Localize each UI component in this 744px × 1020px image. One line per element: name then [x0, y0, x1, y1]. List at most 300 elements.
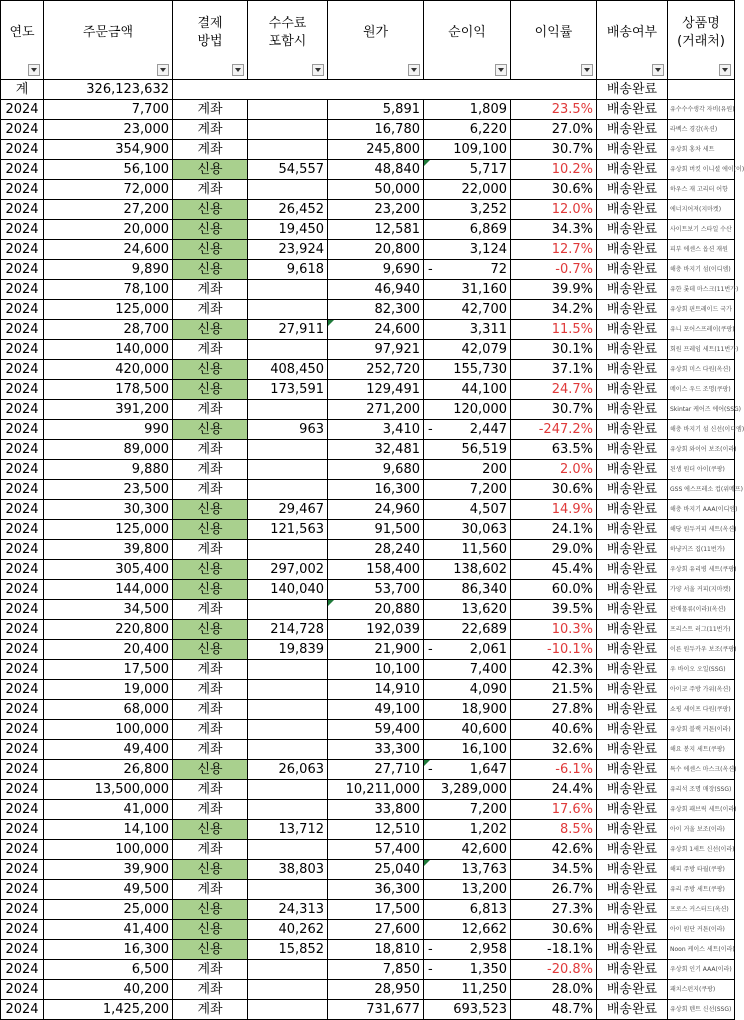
order-amount-cell[interactable]: 89,000: [44, 440, 173, 460]
order-amount-cell[interactable]: 26,800: [44, 760, 173, 780]
fee-included-cell[interactable]: [248, 840, 328, 860]
profit-rate-cell[interactable]: 10.3%: [511, 620, 597, 640]
year-cell[interactable]: 2024: [1, 900, 44, 920]
year-cell[interactable]: 2024: [1, 120, 44, 140]
net-profit-cell[interactable]: [424, 220, 511, 240]
net-profit-cell[interactable]: [424, 700, 511, 720]
year-cell[interactable]: 2024: [1, 980, 44, 1000]
year-cell[interactable]: 2024: [1, 280, 44, 300]
cost-cell[interactable]: 82,300: [328, 300, 424, 320]
net-profit-cell[interactable]: [424, 580, 511, 600]
net-profit-cell[interactable]: [424, 160, 511, 180]
cost-cell[interactable]: 36,300: [328, 880, 424, 900]
payment-method-cell[interactable]: 신용: [173, 200, 248, 220]
delivery-status-cell[interactable]: 배송완료: [597, 760, 668, 780]
order-amount-cell[interactable]: 100,000: [44, 840, 173, 860]
year-cell[interactable]: 2024: [1, 840, 44, 860]
net-profit-cell[interactable]: [424, 800, 511, 820]
profit-rate-cell[interactable]: 23.5%: [511, 100, 597, 120]
order-amount-cell[interactable]: 39,800: [44, 540, 173, 560]
delivery-status-cell[interactable]: 배송완료: [597, 260, 668, 280]
filter-dropdown-icon[interactable]: [581, 64, 593, 76]
payment-method-cell[interactable]: 계좌: [173, 300, 248, 320]
year-cell[interactable]: 2024: [1, 220, 44, 240]
profit-rate-cell[interactable]: 26.7%: [511, 880, 597, 900]
product-name-cell[interactable]: 유리석 조명 매장(SSG): [668, 780, 735, 800]
cost-cell[interactable]: 27,710: [328, 760, 424, 780]
product-name-cell[interactable]: 아이코 주방 가위(옥션): [668, 680, 735, 700]
payment-method-cell[interactable]: 계좌: [173, 460, 248, 480]
payment-method-cell[interactable]: 신용: [173, 820, 248, 840]
year-cell[interactable]: 2024: [1, 1000, 44, 1020]
cost-cell[interactable]: 12,581: [328, 220, 424, 240]
delivery-status-cell[interactable]: 배송완료: [597, 420, 668, 440]
profit-rate-cell[interactable]: -6.1%: [511, 760, 597, 780]
profit-rate-cell[interactable]: 63.5%: [511, 440, 597, 460]
product-name-cell[interactable]: 유상회 텐트 신선(SSG): [668, 1000, 735, 1020]
delivery-status-cell[interactable]: 배송완료: [597, 680, 668, 700]
payment-method-cell[interactable]: 신용: [173, 900, 248, 920]
fee-included-cell[interactable]: 23,924: [248, 240, 328, 260]
payment-method-cell[interactable]: 계좌: [173, 780, 248, 800]
product-name-cell[interactable]: 가양 서울 커피(지마켓): [668, 580, 735, 600]
product-name-cell[interactable]: Skintar 케어즈 에어(SSG): [668, 400, 735, 420]
fee-included-cell[interactable]: [248, 180, 328, 200]
net-profit-cell[interactable]: [424, 840, 511, 860]
empty-cell[interactable]: [511, 80, 597, 100]
net-profit-cell[interactable]: [424, 180, 511, 200]
product-name-cell[interactable]: 유상회 와이어 보조(이라): [668, 440, 735, 460]
empty-cell[interactable]: [668, 80, 735, 100]
order-amount-cell[interactable]: 1,425,200: [44, 1000, 173, 1020]
order-amount-cell[interactable]: 16,300: [44, 940, 173, 960]
net-profit-cell[interactable]: [424, 780, 511, 800]
fee-included-cell[interactable]: [248, 140, 328, 160]
year-cell[interactable]: 2024: [1, 800, 44, 820]
payment-method-cell[interactable]: 계좌: [173, 440, 248, 460]
cost-cell[interactable]: 271,200: [328, 400, 424, 420]
profit-rate-cell[interactable]: 40.6%: [511, 720, 597, 740]
delivery-status-cell[interactable]: 배송완료: [597, 480, 668, 500]
cost-cell[interactable]: 10,100: [328, 660, 424, 680]
product-name-cell[interactable]: 이른 원두카우 보조(쿠팡): [668, 640, 735, 660]
year-cell[interactable]: 2024: [1, 180, 44, 200]
profit-rate-cell[interactable]: 21.5%: [511, 680, 597, 700]
cost-cell[interactable]: 9,690: [328, 260, 424, 280]
fee-included-cell[interactable]: [248, 780, 328, 800]
cost-cell[interactable]: 27,600: [328, 920, 424, 940]
profit-rate-cell[interactable]: 42.3%: [511, 660, 597, 680]
delivery-status-cell[interactable]: 배송완료: [597, 960, 668, 980]
total-label[interactable]: 계: [1, 80, 44, 100]
order-amount-cell[interactable]: 178,500: [44, 380, 173, 400]
net-profit-cell[interactable]: [424, 880, 511, 900]
cost-cell[interactable]: 91,500: [328, 520, 424, 540]
year-cell[interactable]: 2024: [1, 380, 44, 400]
cost-cell[interactable]: 14,910: [328, 680, 424, 700]
net-profit-cell[interactable]: [424, 300, 511, 320]
profit-rate-cell[interactable]: 45.4%: [511, 560, 597, 580]
net-profit-cell[interactable]: [424, 540, 511, 560]
cost-cell[interactable]: 32,481: [328, 440, 424, 460]
order-amount-cell[interactable]: 9,890: [44, 260, 173, 280]
order-amount-cell[interactable]: 6,500: [44, 960, 173, 980]
order-amount-cell[interactable]: 20,400: [44, 640, 173, 660]
year-cell[interactable]: 2024: [1, 260, 44, 280]
profit-rate-cell[interactable]: 11.5%: [511, 320, 597, 340]
fee-included-cell[interactable]: 19,450: [248, 220, 328, 240]
product-name-cell[interactable]: 유상회 미스 다원(옥션): [668, 360, 735, 380]
fee-included-cell[interactable]: [248, 960, 328, 980]
payment-method-cell[interactable]: 신용: [173, 500, 248, 520]
payment-method-cell[interactable]: 신용: [173, 360, 248, 380]
filter-dropdown-icon[interactable]: [408, 64, 420, 76]
net-profit-cell[interactable]: [424, 360, 511, 380]
product-name-cell[interactable]: 회원 프레임 세트(11번가): [668, 340, 735, 360]
filter-dropdown-icon[interactable]: [232, 64, 244, 76]
cost-cell[interactable]: 24,600: [328, 320, 424, 340]
cost-cell[interactable]: 7,850: [328, 960, 424, 980]
cost-cell[interactable]: 18,810: [328, 940, 424, 960]
payment-method-cell[interactable]: 신용: [173, 560, 248, 580]
delivery-status-cell[interactable]: 배송완료: [597, 140, 668, 160]
profit-rate-cell[interactable]: 30.1%: [511, 340, 597, 360]
delivery-status-cell[interactable]: 배송완료: [597, 780, 668, 800]
year-cell[interactable]: 2024: [1, 660, 44, 680]
payment-method-cell[interactable]: 계좌: [173, 100, 248, 120]
cost-cell[interactable]: 12,510: [328, 820, 424, 840]
net-profit-cell[interactable]: [424, 320, 511, 340]
fee-included-cell[interactable]: [248, 100, 328, 120]
cost-cell[interactable]: 24,960: [328, 500, 424, 520]
profit-rate-cell[interactable]: 34.3%: [511, 220, 597, 240]
profit-rate-cell[interactable]: 32.6%: [511, 740, 597, 760]
year-cell[interactable]: 2024: [1, 140, 44, 160]
profit-rate-cell[interactable]: 27.8%: [511, 700, 597, 720]
profit-rate-cell[interactable]: 48.7%: [511, 1000, 597, 1020]
delivery-status-cell[interactable]: 배송완료: [597, 220, 668, 240]
fee-included-cell[interactable]: 408,450: [248, 360, 328, 380]
cost-cell[interactable]: 57,400: [328, 840, 424, 860]
year-cell[interactable]: 2024: [1, 500, 44, 520]
filter-dropdown-icon[interactable]: [719, 64, 731, 76]
payment-method-cell[interactable]: 신용: [173, 420, 248, 440]
cost-cell[interactable]: 49,100: [328, 700, 424, 720]
filter-dropdown-icon[interactable]: [312, 64, 324, 76]
net-profit-cell[interactable]: [424, 260, 511, 280]
fee-included-cell[interactable]: [248, 340, 328, 360]
payment-method-cell[interactable]: 계좌: [173, 480, 248, 500]
cost-cell[interactable]: 53,700: [328, 580, 424, 600]
profit-rate-cell[interactable]: 42.6%: [511, 840, 597, 860]
order-amount-cell[interactable]: 140,000: [44, 340, 173, 360]
product-name-cell[interactable]: 프로스 커스터드(옥션): [668, 900, 735, 920]
cost-cell[interactable]: 59,400: [328, 720, 424, 740]
fee-included-cell[interactable]: [248, 460, 328, 480]
profit-rate-cell[interactable]: 39.5%: [511, 600, 597, 620]
product-name-cell[interactable]: 유니 포어스프레이(쿠팡): [668, 320, 735, 340]
product-name-cell[interactable]: 프리스트 러그(11번가): [668, 620, 735, 640]
cost-cell[interactable]: 245,800: [328, 140, 424, 160]
delivery-status-cell[interactable]: 배송완료: [597, 820, 668, 840]
profit-rate-cell[interactable]: 24.4%: [511, 780, 597, 800]
profit-rate-cell[interactable]: 10.2%: [511, 160, 597, 180]
net-profit-cell[interactable]: [424, 420, 511, 440]
profit-rate-cell[interactable]: 34.2%: [511, 300, 597, 320]
year-cell[interactable]: 2024: [1, 360, 44, 380]
filter-dropdown-icon[interactable]: [652, 64, 664, 76]
net-profit-cell[interactable]: [424, 900, 511, 920]
year-cell[interactable]: 2024: [1, 920, 44, 940]
fee-included-cell[interactable]: [248, 600, 328, 620]
cost-cell[interactable]: 3,410: [328, 420, 424, 440]
delivery-status-cell[interactable]: 배송완료: [597, 320, 668, 340]
year-cell[interactable]: 2024: [1, 340, 44, 360]
cost-cell[interactable]: 16,780: [328, 120, 424, 140]
cost-cell[interactable]: 28,240: [328, 540, 424, 560]
delivery-status-cell[interactable]: 배송완료: [597, 580, 668, 600]
payment-method-cell[interactable]: 계좌: [173, 280, 248, 300]
year-cell[interactable]: 2024: [1, 560, 44, 580]
profit-rate-cell[interactable]: 30.6%: [511, 920, 597, 940]
delivery-status-cell[interactable]: 배송완료: [597, 640, 668, 660]
delivery-status-cell[interactable]: 배송완료: [597, 980, 668, 1000]
delivery-status-cell[interactable]: 배송완료: [597, 100, 668, 120]
payment-method-cell[interactable]: 계좌: [173, 700, 248, 720]
payment-method-cell[interactable]: 계좌: [173, 720, 248, 740]
payment-method-cell[interactable]: 계좌: [173, 740, 248, 760]
payment-method-cell[interactable]: 신용: [173, 620, 248, 640]
fee-included-cell[interactable]: [248, 280, 328, 300]
cost-cell[interactable]: 252,720: [328, 360, 424, 380]
fee-included-cell[interactable]: [248, 300, 328, 320]
net-profit-cell[interactable]: [424, 240, 511, 260]
cost-cell[interactable]: 20,880: [328, 600, 424, 620]
delivery-status-cell[interactable]: 배송완료: [597, 1000, 668, 1020]
net-profit-cell[interactable]: [424, 620, 511, 640]
total-amount[interactable]: 326,123,632: [44, 80, 173, 100]
net-profit-cell[interactable]: [424, 440, 511, 460]
delivery-status-cell[interactable]: 배송완료: [597, 120, 668, 140]
payment-method-cell[interactable]: 계좌: [173, 180, 248, 200]
year-cell[interactable]: 2024: [1, 160, 44, 180]
profit-rate-cell[interactable]: -10.1%: [511, 640, 597, 660]
product-name-cell[interactable]: 유한 롯데 마스크(11번가): [668, 280, 735, 300]
order-amount-cell[interactable]: 25,000: [44, 900, 173, 920]
year-cell[interactable]: 2024: [1, 860, 44, 880]
delivery-status-cell[interactable]: 배송완료: [597, 300, 668, 320]
cost-cell[interactable]: 28,950: [328, 980, 424, 1000]
payment-method-cell[interactable]: 계좌: [173, 1000, 248, 1020]
product-name-cell[interactable]: 하냥커즈 집(11번가): [668, 540, 735, 560]
order-amount-cell[interactable]: 40,200: [44, 980, 173, 1000]
product-name-cell[interactable]: 사이트보기 스타일 수산: [668, 220, 735, 240]
profit-rate-cell[interactable]: 28.0%: [511, 980, 597, 1000]
order-amount-cell[interactable]: 28,700: [44, 320, 173, 340]
delivery-status-cell[interactable]: 배송완료: [597, 340, 668, 360]
delivery-status-cell[interactable]: 배송완료: [597, 200, 668, 220]
net-profit-cell[interactable]: [424, 280, 511, 300]
profit-rate-cell[interactable]: 30.6%: [511, 180, 597, 200]
product-name-cell[interactable]: 라벡스 경감(옥션): [668, 120, 735, 140]
payment-method-cell[interactable]: 계좌: [173, 840, 248, 860]
product-name-cell[interactable]: 우상회 유리병 세트(쿠팡): [668, 560, 735, 580]
order-amount-cell[interactable]: 41,000: [44, 800, 173, 820]
profit-rate-cell[interactable]: 60.0%: [511, 580, 597, 600]
net-profit-cell[interactable]: [424, 500, 511, 520]
profit-rate-cell[interactable]: 24.7%: [511, 380, 597, 400]
year-cell[interactable]: 2024: [1, 540, 44, 560]
cost-cell[interactable]: 731,677: [328, 1000, 424, 1020]
delivery-status-cell[interactable]: 배송완료: [597, 380, 668, 400]
net-profit-cell[interactable]: [424, 640, 511, 660]
order-amount-cell[interactable]: 391,200: [44, 400, 173, 420]
payment-method-cell[interactable]: 신용: [173, 160, 248, 180]
payment-method-cell[interactable]: 계좌: [173, 660, 248, 680]
fee-included-cell[interactable]: [248, 400, 328, 420]
profit-rate-cell[interactable]: 27.3%: [511, 900, 597, 920]
empty-cell[interactable]: [248, 80, 328, 100]
payment-method-cell[interactable]: 계좌: [173, 800, 248, 820]
net-profit-cell[interactable]: [424, 720, 511, 740]
product-name-cell[interactable]: 유상회 1세트 신선(이라): [668, 840, 735, 860]
fee-included-cell[interactable]: [248, 740, 328, 760]
cost-cell[interactable]: 192,039: [328, 620, 424, 640]
delivery-status-cell[interactable]: 배송완료: [597, 460, 668, 480]
net-profit-cell[interactable]: [424, 820, 511, 840]
product-name-cell[interactable]: 판매물류(이라)(옥션): [668, 600, 735, 620]
fee-included-cell[interactable]: 54,557: [248, 160, 328, 180]
fee-included-cell[interactable]: [248, 980, 328, 1000]
fee-included-cell[interactable]: 38,803: [248, 860, 328, 880]
payment-method-cell[interactable]: 신용: [173, 380, 248, 400]
profit-rate-cell[interactable]: -20.8%: [511, 960, 597, 980]
product-name-cell[interactable]: 유상회 홍차 세트: [668, 140, 735, 160]
profit-rate-cell[interactable]: 12.0%: [511, 200, 597, 220]
delivery-status-cell[interactable]: 배송완료: [597, 280, 668, 300]
net-profit-cell[interactable]: [424, 200, 511, 220]
product-name-cell[interactable]: 해충 바지기 AAA(이디엠): [668, 500, 735, 520]
product-name-cell[interactable]: 하우스 재 고리터 어항: [668, 180, 735, 200]
order-amount-cell[interactable]: 78,100: [44, 280, 173, 300]
profit-rate-cell[interactable]: 2.0%: [511, 460, 597, 480]
payment-method-cell[interactable]: 계좌: [173, 340, 248, 360]
payment-method-cell[interactable]: 계좌: [173, 980, 248, 1000]
profit-rate-cell[interactable]: 27.0%: [511, 120, 597, 140]
fee-included-cell[interactable]: 140,040: [248, 580, 328, 600]
net-profit-cell[interactable]: [424, 120, 511, 140]
cost-cell[interactable]: 16,300: [328, 480, 424, 500]
delivery-status-cell[interactable]: 배송완료: [597, 540, 668, 560]
filter-dropdown-icon[interactable]: [157, 64, 169, 76]
net-profit-cell[interactable]: [424, 760, 511, 780]
net-profit-cell[interactable]: [424, 980, 511, 1000]
delivery-status-cell[interactable]: 배송완료: [597, 880, 668, 900]
product-name-cell[interactable]: 해충 바지기 섬(이디엠): [668, 260, 735, 280]
net-profit-cell[interactable]: [424, 340, 511, 360]
net-profit-cell[interactable]: [424, 680, 511, 700]
payment-method-cell[interactable]: 계좌: [173, 140, 248, 160]
fee-included-cell[interactable]: [248, 440, 328, 460]
cost-cell[interactable]: 10,211,000: [328, 780, 424, 800]
payment-method-cell[interactable]: 계좌: [173, 600, 248, 620]
order-amount-cell[interactable]: 125,000: [44, 520, 173, 540]
payment-method-cell[interactable]: 계좌: [173, 400, 248, 420]
delivery-status-cell[interactable]: 배송완료: [597, 360, 668, 380]
net-profit-cell[interactable]: [424, 140, 511, 160]
delivery-status-cell[interactable]: 배송완료: [597, 920, 668, 940]
payment-method-cell[interactable]: 계좌: [173, 880, 248, 900]
profit-rate-cell[interactable]: 34.5%: [511, 860, 597, 880]
payment-method-cell[interactable]: 신용: [173, 580, 248, 600]
profit-rate-cell[interactable]: 17.6%: [511, 800, 597, 820]
payment-method-cell[interactable]: 계좌: [173, 120, 248, 140]
product-name-cell[interactable]: GSS 에스프레소 컵(위메프): [668, 480, 735, 500]
cost-cell[interactable]: 129,491: [328, 380, 424, 400]
net-profit-cell[interactable]: [424, 920, 511, 940]
delivery-status-cell[interactable]: 배송완료: [597, 720, 668, 740]
year-cell[interactable]: 2024: [1, 320, 44, 340]
net-profit-cell[interactable]: [424, 960, 511, 980]
net-profit-cell[interactable]: [424, 460, 511, 480]
profit-rate-cell[interactable]: 37.1%: [511, 360, 597, 380]
net-profit-cell[interactable]: [424, 660, 511, 680]
fee-included-cell[interactable]: 297,002: [248, 560, 328, 580]
delivery-status-cell[interactable]: 배송완료: [597, 620, 668, 640]
product-name-cell[interactable]: Noon 케이스 세트(이라): [668, 940, 735, 960]
order-amount-cell[interactable]: 41,400: [44, 920, 173, 940]
cost-cell[interactable]: 25,040: [328, 860, 424, 880]
order-amount-cell[interactable]: 34,500: [44, 600, 173, 620]
cost-cell[interactable]: 33,800: [328, 800, 424, 820]
year-cell[interactable]: 2024: [1, 100, 44, 120]
empty-cell[interactable]: [173, 80, 248, 100]
profit-rate-cell[interactable]: 8.5%: [511, 820, 597, 840]
order-amount-cell[interactable]: 56,100: [44, 160, 173, 180]
order-amount-cell[interactable]: 19,000: [44, 680, 173, 700]
order-amount-cell[interactable]: 49,400: [44, 740, 173, 760]
product-name-cell[interactable]: 유리 주방 세트(쿠팡): [668, 880, 735, 900]
cost-cell[interactable]: 50,000: [328, 180, 424, 200]
fee-included-cell[interactable]: 963: [248, 420, 328, 440]
net-profit-cell[interactable]: [424, 940, 511, 960]
delivery-status-cell[interactable]: 배송완료: [597, 240, 668, 260]
net-profit-cell[interactable]: [424, 480, 511, 500]
fee-included-cell[interactable]: [248, 480, 328, 500]
product-name-cell[interactable]: 아이 거울 보조(이라): [668, 820, 735, 840]
fee-included-cell[interactable]: 40,262: [248, 920, 328, 940]
profit-rate-cell[interactable]: 29.0%: [511, 540, 597, 560]
net-profit-cell[interactable]: [424, 400, 511, 420]
filter-dropdown-icon[interactable]: [28, 64, 40, 76]
delivery-status-cell[interactable]: 배송완료: [597, 560, 668, 580]
order-amount-cell[interactable]: 144,000: [44, 580, 173, 600]
net-profit-cell[interactable]: [424, 520, 511, 540]
payment-method-cell[interactable]: 신용: [173, 520, 248, 540]
year-cell[interactable]: 2024: [1, 580, 44, 600]
payment-method-cell[interactable]: 계좌: [173, 960, 248, 980]
fee-included-cell[interactable]: 15,852: [248, 940, 328, 960]
fee-included-cell[interactable]: [248, 800, 328, 820]
cost-cell[interactable]: 21,900: [328, 640, 424, 660]
year-cell[interactable]: 2024: [1, 460, 44, 480]
year-cell[interactable]: 2024: [1, 600, 44, 620]
payment-method-cell[interactable]: 신용: [173, 640, 248, 660]
fee-included-cell[interactable]: [248, 660, 328, 680]
payment-method-cell[interactable]: 계좌: [173, 540, 248, 560]
cost-cell[interactable]: 158,400: [328, 560, 424, 580]
empty-cell[interactable]: [424, 80, 511, 100]
